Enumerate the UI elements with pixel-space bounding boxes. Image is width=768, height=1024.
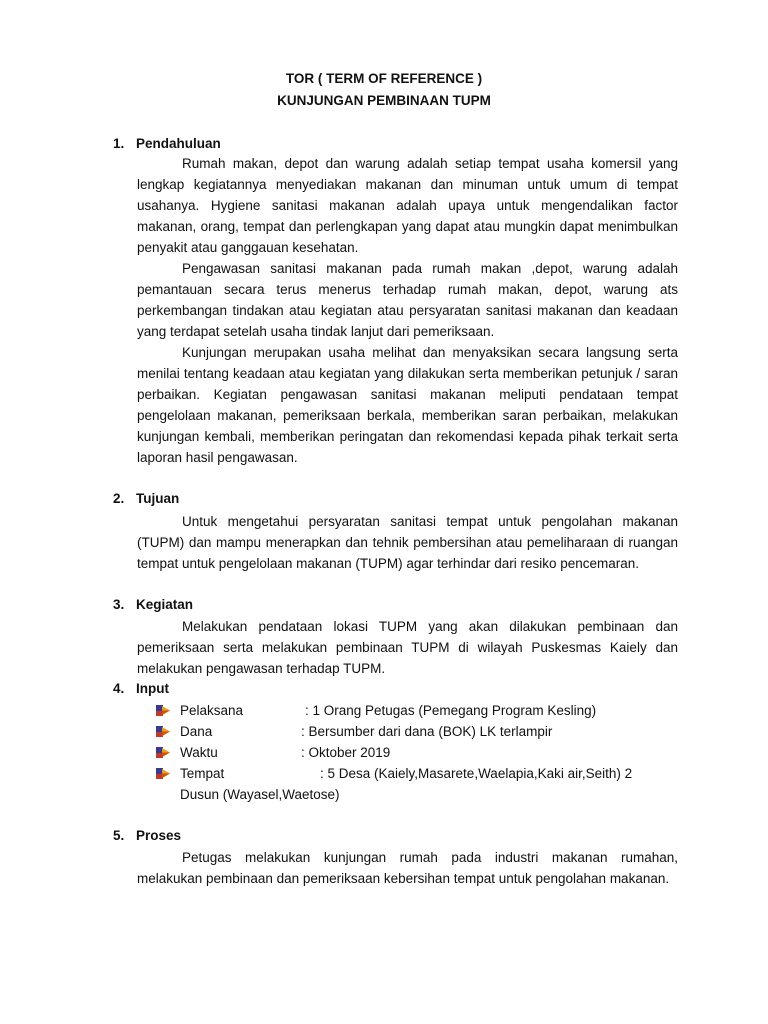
list-item <box>155 700 678 721</box>
arrow-bullet-icon <box>156 768 170 779</box>
section-title: Tujuan <box>136 491 180 506</box>
paragraph: Melakukan pendataan lokasi TUPM yang akan dilakukan pembinaan dan pemeriksaan serta melakukan pembinaan TUPM di wilayah Puskesmas Kaiely dan melakukan pengawasan terhadap TUPM. <box>137 619 678 676</box>
item-value: : Bersumber dari dana (BOK) LK terlampir <box>301 724 553 739</box>
document-subtitle: KUNJUNGAN PEMBINAAN TUPM <box>277 93 491 108</box>
section-heading-proses <box>113 828 181 843</box>
section-title: Proses <box>136 828 182 843</box>
list-item <box>155 721 678 742</box>
paragraph: Rumah makan, depot dan warung adalah setiap tempat usaha komersil yang lengkap kegiatannya menyediakan makanan dan minuman untuk umum di tempat usahanya. Hygiene sanitasi makanan adalah upaya untuk mengendalikan factor makanan, orang, tempat dan perlengkapan yang dapat atau mungkin dapat menimbulkan penyakit atau ganggauan kesehatan. <box>137 156 678 255</box>
section-heading-pendahuluan <box>113 136 221 151</box>
section-title: Pendahuluan <box>136 136 221 151</box>
item-label: Waktu <box>180 745 218 760</box>
paragraph: Pengawasan sanitasi makanan pada rumah makan ,depot, warung adalah pemantauan secara terus menerus terhadap rumah makan, depot, warung ats perkembangan tindakan atau kegiatan atau persyaratan sanitasi makanan dan keadaan yang terdapat setelah usaha tindak lanjut dari pemeriksaan. <box>137 261 678 339</box>
item-value: : 5 Desa (Kaiely,Masarete,Waelapia,Kaki air,Seith) 2 <box>320 766 633 781</box>
section-number: 1. <box>113 136 125 151</box>
document-title: TOR ( TERM OF REFERENCE ) <box>285 71 483 86</box>
paragraph: Untuk mengetahui persyaratan sanitasi tempat untuk pengolahan makanan (TUPM) dan mampu menerapkan dan tehnik pembersihan atau pemeliharaan di ruangan tempat untuk pengelolaan makanan (TUPM) agar terhindar dari resiko pencemaran. <box>137 514 678 571</box>
list-item <box>155 742 678 763</box>
section-number: 3. <box>113 597 125 612</box>
item-continuation: Dusun (Wayasel,Waetose) <box>180 787 340 802</box>
arrow-bullet-icon <box>156 726 170 737</box>
arrow-bullet-icon <box>156 705 170 716</box>
item-label: Dana <box>180 724 213 739</box>
section-heading-tujuan <box>113 491 179 506</box>
paragraph: Kunjungan merupakan usaha melihat dan menyaksikan secara langsung serta menilai tentang keadaan atau kegiatan yang dilakukan serta memberikan petunjuk / saran perbaikan. Kegiatan pengawasan sanitasi makanan meliputi pendataan tempat pengelolaan makanan, pemeriksaan berkala, memberikan saran perbaikan, melakukan kunjungan kembali, memberikan peringatan dan rekomendasi kepada pihak terkait serta laporan hasil pengawasan. <box>137 345 678 465</box>
item-label: Tempat <box>180 766 225 781</box>
paragraph: Petugas melakukan kunjungan rumah pada industri makanan rumahan, melakukan pembinaan dan pemeriksaan kebersihan tempat untuk pengolahan makanan. <box>137 850 678 886</box>
section-number: 2. <box>113 491 125 506</box>
arrow-bullet-icon <box>156 747 170 758</box>
item-value: : Oktober 2019 <box>301 745 391 760</box>
item-value: : 1 Orang Petugas (Pemegang Program Kesling) <box>305 703 597 718</box>
section-number: 4. <box>113 681 125 696</box>
list-item <box>155 763 678 784</box>
section-heading-kegiatan <box>113 597 193 612</box>
section-title: Input <box>136 681 169 696</box>
section-title: Kegiatan <box>136 597 194 612</box>
section-heading-input <box>113 681 169 696</box>
item-label: Pelaksana <box>180 703 244 718</box>
input-list <box>155 700 678 784</box>
section-number: 5. <box>113 828 125 843</box>
